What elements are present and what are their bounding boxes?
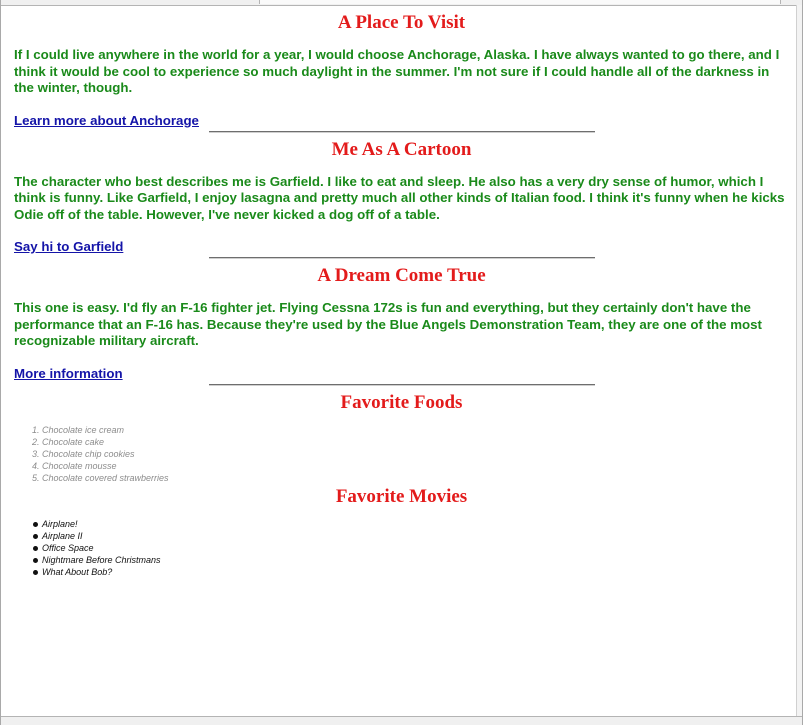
list-item: 2. Chocolate cake (42, 436, 789, 448)
window-top-frame (1, 0, 802, 6)
section-divider (14, 257, 789, 259)
movies-list (14, 518, 789, 578)
section-title: Me As A Cartoon (331, 138, 472, 160)
section-me-as-a-cartoon (14, 137, 789, 257)
list-item: 1. Chocolate ice cream (42, 424, 789, 436)
horizontal-rule (209, 257, 595, 259)
section-text: This one is easy. I'd fly an F-16 fighter jet. Flying Cessna 172s is fun and everything, but they certainly don't have the performance that an F-16 has. Because they're used by the Blue Angels Demonstration Team, they are one of the most recognizable military aircraft. (14, 300, 762, 348)
list-item: Airplane! (42, 518, 789, 530)
section-title: A Place To Visit (337, 12, 466, 33)
learn-more-anchorage-link[interactable]: Learn more about Anchorage (14, 112, 199, 128)
horizontal-rule (209, 131, 595, 133)
section-text: The character who best describes me is Garfield. I like to eat and sleep. He also has a very dry sense of humor, which I think is funny. Like Garfield, I enjoy lasagna and pretty much all other kinds of Italian food. I think it's funny when he kicks Odie off of the table. However, I've never kicked a dog off of a table. (14, 173, 785, 222)
page-content (14, 10, 789, 578)
more-information-link[interactable]: More information (14, 365, 123, 381)
section-title: A Dream Come True (317, 265, 486, 286)
section-text: If I could live anywhere in the world for a year, I would choose Anchorage, Alaska. I have always wanted to go there, and I think it would be cool to experience so much daylight in the summer. I'm not sure if I could handle all of the darkness in the winter, though. (14, 47, 780, 95)
window-bottom-frame (1, 716, 802, 725)
list-item: 3. Chocolate chip cookies (42, 448, 789, 460)
section-dream-come-true (14, 263, 789, 383)
list-item: Airplane II (42, 530, 789, 542)
list-item: Office Space (42, 542, 789, 554)
list-item: 4. Chocolate mousse (42, 460, 789, 472)
section-favorite-foods (14, 390, 789, 484)
section-divider (14, 384, 789, 386)
horizontal-rule (209, 384, 595, 386)
foods-list (14, 424, 789, 484)
vertical-scrollbar[interactable] (796, 5, 802, 717)
movies-title: Favorite Movies (335, 485, 468, 507)
section-favorite-movies (14, 484, 789, 578)
foods-title: Favorite Foods (340, 391, 463, 413)
section-divider (14, 131, 789, 133)
say-hi-garfield-link[interactable]: Say hi to Garfield (14, 239, 124, 254)
list-item: 5. Chocolate covered strawberries (42, 472, 789, 484)
section-place-to-visit (14, 10, 789, 130)
list-item: Nightmare Before Christmans (42, 554, 789, 566)
tab-edge (259, 0, 781, 4)
list-item: What About Bob? (42, 566, 789, 578)
